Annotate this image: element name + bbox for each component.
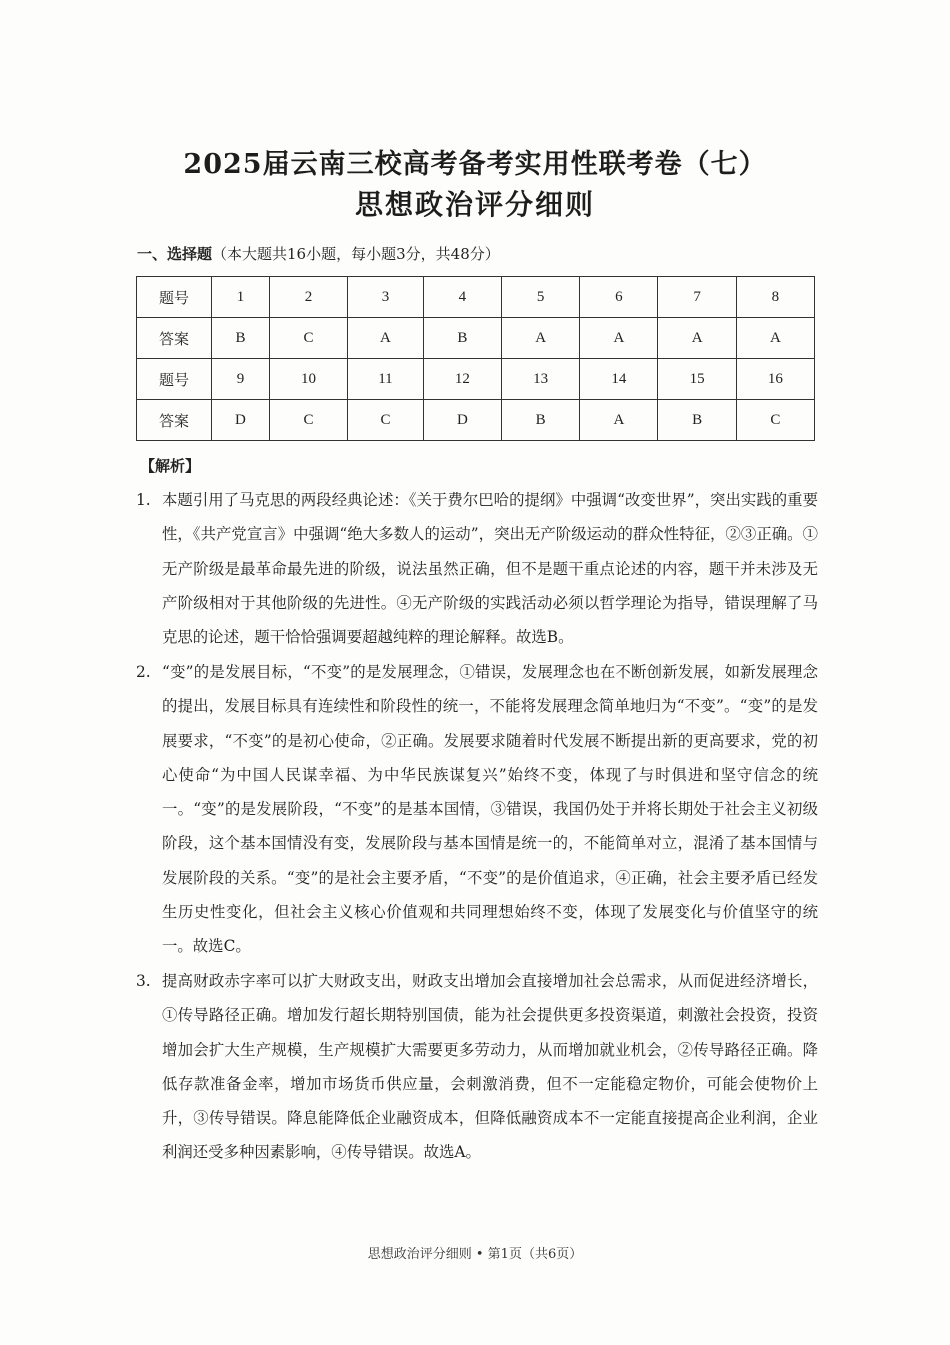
item-number: 3. xyxy=(136,972,151,990)
table-cell: C xyxy=(348,400,424,441)
table-cell: C xyxy=(736,400,814,441)
table-cell: 7 xyxy=(658,277,736,318)
analysis-item xyxy=(136,655,818,964)
row-header: 题号 xyxy=(137,277,212,318)
table-cell: 15 xyxy=(658,359,736,400)
row-header: 题号 xyxy=(137,359,212,400)
table-cell: A xyxy=(580,400,658,441)
table-cell: A xyxy=(501,318,579,359)
analysis-item xyxy=(136,964,818,1170)
table-cell: B xyxy=(423,318,501,359)
table-cell: A xyxy=(736,318,814,359)
table-cell: 11 xyxy=(348,359,424,400)
section-heading-note: （本大题共16小题，每小题3分，共48分） xyxy=(212,245,500,263)
page-subtitle: 思想政治评分细则 xyxy=(354,188,595,221)
item-text: 本题引用了马克思的两段经典论述：《关于费尔巴哈的提纲》中强调“改变世界”，突出实践的重要性，《共产党宣言》中强调“绝大多数人的运动”，突出无产阶级运动的群众性特征，②③正确。①无产阶级是最革命最先进的阶级，说法虽然正确，但不是题干重点论述的内容，题干并未涉及无产阶级相对于其他阶级的先进性。④无产阶级的实践活动必须以哲学理论为指导，错误理解了马克思的论述，题干恰恰强调要超越纯粹的理论解释。故选B。 xyxy=(162,491,818,647)
table-row xyxy=(137,400,815,441)
table-cell: 10 xyxy=(269,359,347,400)
table-cell: 13 xyxy=(501,359,579,400)
table-cell: C xyxy=(269,318,347,359)
table-cell: 5 xyxy=(501,277,579,318)
item-text: “变”的是发展目标，“不变”的是发展理念，①错误，发展理念也在不断创新发展，如新发展理念的提出，发展目标具有连续性和阶段性的统一，不能将发展理念简单地归为“不变”。“变”的是发展要求，“不变”的是初心使命，②正确。发展要求随着时代发展不断提出新的更高要求，党的初心使命“为中国人民谋幸福、为中华民族谋复兴”始终不变，体现了与时俱进和坚守信念的统一。“变”的是发展阶段，“不变”的是基本国情，③错误，我国仍处于并将长期处于社会主义初级阶段，这个基本国情没有变，发展阶段与基本国情是统一的，不能简单对立，混淆了基本国情与发展阶段的关系。“变”的是社会主要矛盾，“不变”的是价值追求，④正确，社会主要矛盾已经发生历史性变化，但社会主义核心价值观和共同理想始终不变，体现了发展变化与价值坚守的统一。故选C。 xyxy=(162,663,818,956)
table-cell: 8 xyxy=(736,277,814,318)
table-cell: B xyxy=(501,400,579,441)
table-cell: A xyxy=(658,318,736,359)
item-text: 提高财政赤字率可以扩大财政支出，财政支出增加会直接增加社会总需求，从而促进经济增长，①传导路径正确。增加发行超长期特别国债，能为社会提供更多投资渠道，刺激社会投资，投资增加会扩大生产规模，生产规模扩大需要更多劳动力，从而增加就业机会，②传导路径正确。降低存款准备金率，增加市场货币供应量，会刺激消费，但不一定能稳定物价，可能会使物价上升，③传导错误。降息能降低企业融资成本，但降低融资成本不一定能直接提高企业利润，企业利润还受多种因素影响，④传导错误。故选A。 xyxy=(162,972,818,1162)
page-footer: 思想政治评分细则 • 第1页（共6页） xyxy=(367,1247,583,1262)
row-header: 答案 xyxy=(137,318,212,359)
item-number: 1. xyxy=(136,491,151,509)
table-cell: 14 xyxy=(580,359,658,400)
page-title: 2025届云南三校高考备考实用性联考卷（七） xyxy=(183,149,767,180)
table-cell: D xyxy=(423,400,501,441)
table-cell: 2 xyxy=(269,277,347,318)
table-row xyxy=(137,277,815,318)
table-cell: A xyxy=(580,318,658,359)
analysis-item xyxy=(136,483,818,654)
table-cell: 1 xyxy=(212,277,270,318)
table-cell: C xyxy=(269,400,347,441)
table-cell: 16 xyxy=(736,359,814,400)
answer-table xyxy=(136,276,815,441)
row-header: 答案 xyxy=(137,400,212,441)
analysis-heading: 【解析】 xyxy=(140,457,201,475)
section-heading xyxy=(137,243,500,264)
table-cell: B xyxy=(212,318,270,359)
table-cell: D xyxy=(212,400,270,441)
table-cell: 12 xyxy=(423,359,501,400)
section-heading-label: 一、选择题 xyxy=(137,245,213,263)
table-cell: 4 xyxy=(423,277,501,318)
table-row xyxy=(137,359,815,400)
table-cell: 3 xyxy=(348,277,424,318)
table-cell: B xyxy=(658,400,736,441)
table-cell: 6 xyxy=(580,277,658,318)
table-cell: 9 xyxy=(212,359,270,400)
table-row xyxy=(137,318,815,359)
item-number: 2. xyxy=(136,663,151,681)
table-cell: A xyxy=(348,318,424,359)
